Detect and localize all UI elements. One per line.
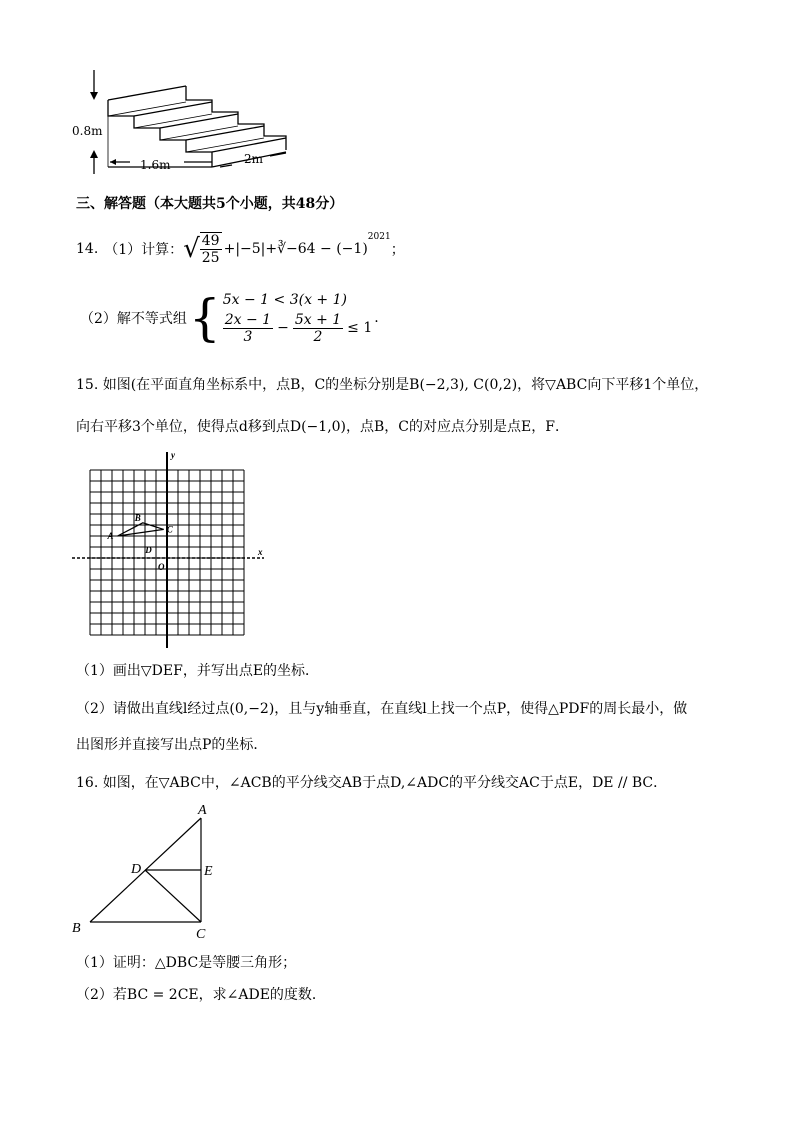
ineq2-frac2-den: 2 — [313, 328, 323, 345]
stairs-drawing — [70, 66, 310, 178]
sqrt-expression: √ $\frac{49}{25}$ — [183, 233, 220, 266]
grid-label-o: O — [158, 562, 165, 572]
q16-part1: （1）证明：△DBC是等腰三角形； — [76, 955, 297, 971]
q14-part2 — [80, 288, 379, 348]
q14-part1-rest: +|−5|+∛−64 − (−1) — [223, 241, 368, 257]
grid-label-a: A — [107, 531, 114, 541]
segment-dc — [145, 870, 201, 922]
width-label: 2m — [244, 152, 264, 166]
q14-part2-prefix: （2）解不等式组 — [80, 311, 187, 327]
triangle-drawing — [70, 802, 220, 942]
q15-part1: （1）画出▽DEF，并写出点E的坐标． — [76, 663, 320, 679]
q15-line1: 15. 如图(在平面直角坐标系中，点B，C的坐标分别是B(−2,3), C(0,2)，将▽ABC向下平移1个单位， — [76, 377, 709, 393]
inequality-2 — [223, 312, 373, 345]
q14-part1 — [76, 232, 405, 266]
ineq2-minus: − — [277, 320, 289, 336]
q14-exponent: 2021 — [367, 232, 391, 242]
sqrt-numerator: 49 — [201, 233, 220, 249]
q14-part1-end: ； — [390, 242, 405, 258]
coordinate-grid — [68, 448, 268, 653]
inequality-system — [223, 292, 373, 345]
label-b: B — [72, 921, 81, 936]
triangle-figure — [70, 802, 220, 942]
ineq2-frac2-num: 5x + 1 — [294, 311, 342, 328]
grid-label-y: y — [171, 450, 175, 460]
section-heading: 三、解答题（本大题共5个小题，共48分） — [76, 196, 344, 212]
q14-part1-prefix: （1）计算： — [104, 242, 184, 258]
coordinate-grid-figure — [68, 448, 268, 653]
label-c: C — [196, 927, 206, 942]
ineq2-frac1-den: 3 — [243, 328, 253, 345]
ineq2-frac1-num: 2x − 1 — [224, 311, 272, 328]
q15-line2: 向右平移3个单位，使得点d移到点D(−1,0)，点B，C的对应点分别是点E，F． — [76, 419, 569, 435]
length-label: 1.6m — [140, 158, 171, 172]
grid-label-x: x — [258, 547, 263, 557]
q14-number: 14. — [76, 241, 99, 257]
ineq2-rhs: ≤ 1 — [347, 320, 373, 336]
q15-part2-line1: （2）请做出直线l经过点(0,−2)，且与y轴垂直，在直线l上找一个点P，使得△PDF的周长最小，做 — [76, 701, 688, 717]
q14-part2-end: . — [374, 310, 379, 326]
height-label: 0.8m — [72, 124, 103, 138]
q16-line1: 16. 如图，在▽ABC中，∠ACB的平分线交AB于点D,∠ADC的平分线交AC于点E，DE // BC． — [76, 775, 668, 791]
grid-label-d: D — [145, 545, 152, 555]
label-d: D — [131, 862, 142, 877]
stairs-figure — [70, 66, 310, 178]
label-e: E — [204, 864, 213, 879]
grid-label-c: C — [166, 524, 173, 535]
q16-part2: （2）若BC = 2CE，求∠ADE的度数． — [76, 987, 326, 1003]
inequality-1: 5x − 1 < 3(x + 1) — [222, 291, 347, 308]
label-a: A — [198, 803, 207, 818]
q15-part2-line2: 出图形并直接写出点P的坐标． — [76, 737, 268, 753]
sqrt-denominator: 25 — [201, 250, 220, 266]
grid-label-b: B — [134, 512, 141, 523]
brace: { — [188, 289, 221, 347]
